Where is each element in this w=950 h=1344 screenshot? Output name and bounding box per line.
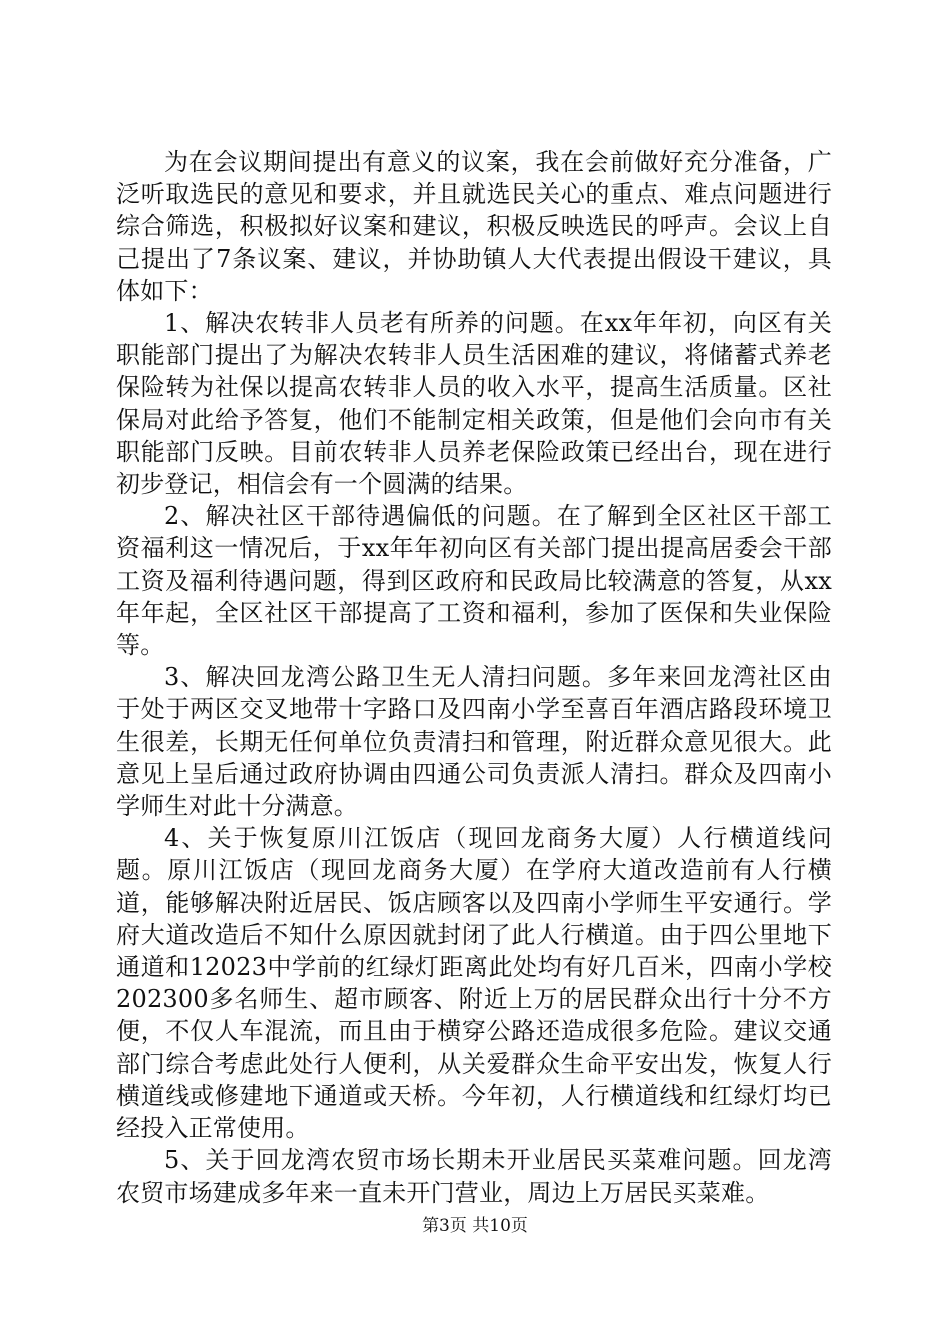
paragraph-item-3: 3、解决回龙湾公路卫生无人清扫问题。多年来回龙湾社区由于处于两区交叉地带十字路口及四南小学至喜百年酒店路段环境卫生很差，长期无任何单位负责清扫和管理，附近群众意见很大。此意见上呈后通过政府协调由四通公司负责派人清扫。群众及四南小学师生对此十分满意。 (116, 663, 832, 821)
paragraph-item-4: 4、关于恢复原川江饭店（现回龙商务大厦）人行横道线问题。原川江饭店（现回龙商务大厦）在学府大道改造前有人行横道，能够解决附近居民、饭店顾客以及四南小学师生平安通行。学府大道改造后不知什么原因就封闭了此人行横道。由于四公里地下通道和12023中学前的红绿灯距离此处均有好几百米，四南小学校202300多名师生、超市顾客、附近上万的居民群众出行十分不方便，不仅人车混流，而且由于横穿公路还造成很多危险。建议交通部门综合考虑此处行人便利，从关爱群众生命平安出发，恢复人行横道线或修建地下通道或天桥。今年初，人行横道线和红绿灯均已经投入正常使用。 (116, 824, 832, 1143)
document-body (116, 146, 832, 1209)
paragraph-intro: 为在会议期间提出有意义的议案，我在会前做好充分准备，广泛听取选民的意见和要求，并且就选民关心的重点、难点问题进行综合筛选，积极拟好议案和建议，积极反映选民的呼声。会议上自己提出了7条议案、建议，并协助镇人大代表提出假设干建议，具体如下： (116, 148, 832, 305)
paragraph-item-2: 2、解决社区干部待遇偏低的问题。在了解到全区社区干部工资福利这一情况后，于xx年年初向区有关部门提出提高居委会干部工资及福利待遇问题，得到区政府和民政局比较满意的答复，从xx年年起，全区社区干部提高了工资和福利，参加了医保和失业保险等。 (116, 502, 832, 660)
paragraph-item-1: 1、解决农转非人员老有所养的问题。在xx年年初，向区有关职能部门提出了为解决农转非人员生活困难的建议，将储蓄式养老保险转为社保以提高农转非人员的收入水平，提高生活质量。区社保局对此给予答复，他们不能制定相关政策，但是他们会向市有关职能部门反映。目前农转非人员养老保险政策已经出台，现在进行初步登记，相信会有一个圆满的结果。 (116, 309, 832, 499)
page-number-footer: 第3页 共10页 (422, 1216, 528, 1236)
paragraph-item-5: 5、关于回龙湾农贸市场长期未开业居民买菜难问题。回龙湾农贸市场建成多年来一直未开门营业，周边上万居民买菜难。 (116, 1146, 832, 1207)
